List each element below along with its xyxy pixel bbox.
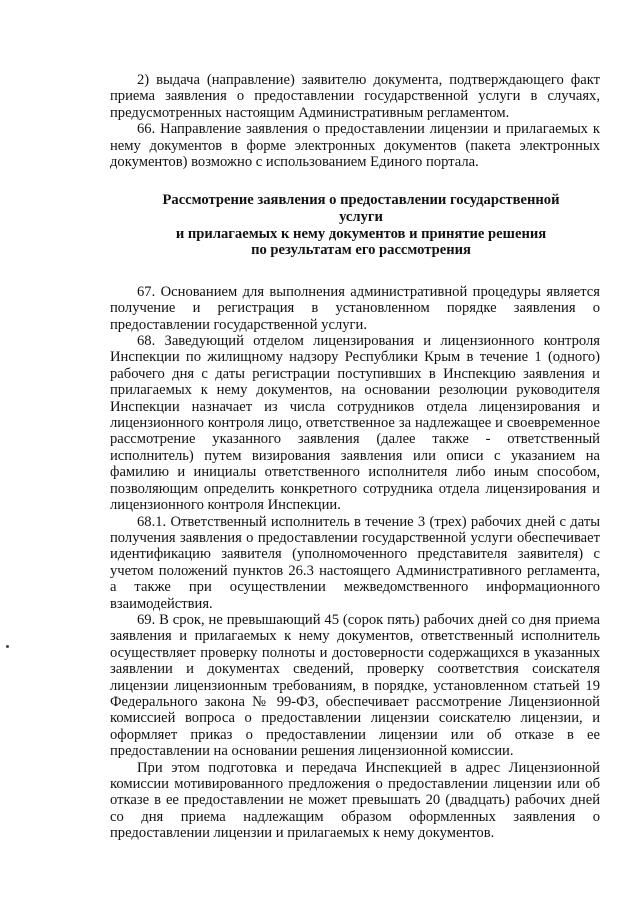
paragraph-item-2: 2) выдача (направление) заявителю документа, подтверждающего факт приема заявления о предоставлении государственной услуги в случаях, предусмотренных настоящим Административным регламентом. bbox=[110, 72, 600, 121]
paragraph-68: 68. Заведующий отделом лицензирования и лицензионного контроля Инспекции по жилищному надзору Республики Крым в течение 1 (одного) рабочего дня с даты регистрации поступивших в Инспекцию заявления и прилагаемых к нему документов, на основании резолюции руководителя Инспекции назначает из числа сотрудников отдела лицензирования и лицензионного контроля лицо, ответственное за надлежащее и своевременное рассмотрение указанного заявления (далее также - ответственный исполнитель) путем визирования заявления или описи с указанием на фамилию и инициалы ответственного исполнителя либо иным способом, позволяющим определить конкретного сотрудника отдела лицензирования и лицензионного контроля Инспекции. bbox=[110, 333, 600, 514]
paragraph-66: 66. Направление заявления о предоставлении лицензии и прилагаемых к нему документов в форме электронных документов (пакета электронных документов) возможно с использованием Единого портала. bbox=[110, 121, 600, 171]
paragraph-69: 69. В срок, не превышающий 45 (сорок пять) рабочих дней со дня приема заявления и прилагаемых к нему документов, ответственный исполнитель осуществляет проверку полноты и достоверности содержащихся в указанных заявлении и документах сведений, проверку соответствия соискателя лицензии лицензионным требованиям, в порядке, установленном статьей 19 Федерального закона № 99-ФЗ, обеспечивает рассмотрение Лицензионной комиссией вопроса о предоставлении лицензии соискателю лицензии, и оформляет приказ о предоставлении лицензии или об отказе в ее предоставлении на основании решения лицензионной комиссии. bbox=[110, 611, 600, 760]
paragraph-69-note: При этом подготовка и передача Инспекцией в адрес Лицензионной комиссии мотивированного предложения о предоставлении лицензии или об отказе в ее предоставлении не может превышать 20 (двадцать) рабочих дней со дня приема надлежащим образом оформленных заявления о предоставлении лицензии и прилагаемых к нему документов. bbox=[110, 759, 600, 842]
section-heading-line-1: Рассмотрение заявления о предоставлении государственной услуги bbox=[162, 192, 560, 226]
section-heading-line-3: по результатам его рассмотрения bbox=[251, 242, 471, 259]
section-heading-line-2: и прилагаемых к нему документов и принятие решения bbox=[175, 225, 547, 242]
paragraph-67: 67. Основанием для выполнения административной процедуры является получение и регистрация в установленном порядке заявления о предоставлении государственной услуги. bbox=[110, 283, 600, 333]
section-heading bbox=[110, 192, 600, 258]
scan-speck bbox=[6, 645, 9, 648]
paragraph-68-1: 68.1. Ответственный исполнитель в течение 3 (трех) рабочих дней с даты получения заявления о предоставлении государственной услуги обеспечивает идентификацию заявителя (уполномоченного представителя заявителя) с учетом положений пунктов 26.3 настоящего Административного регламента, а также при осуществлении межведомственного информационного взаимодействия. bbox=[110, 513, 600, 612]
document-page bbox=[110, 72, 600, 842]
